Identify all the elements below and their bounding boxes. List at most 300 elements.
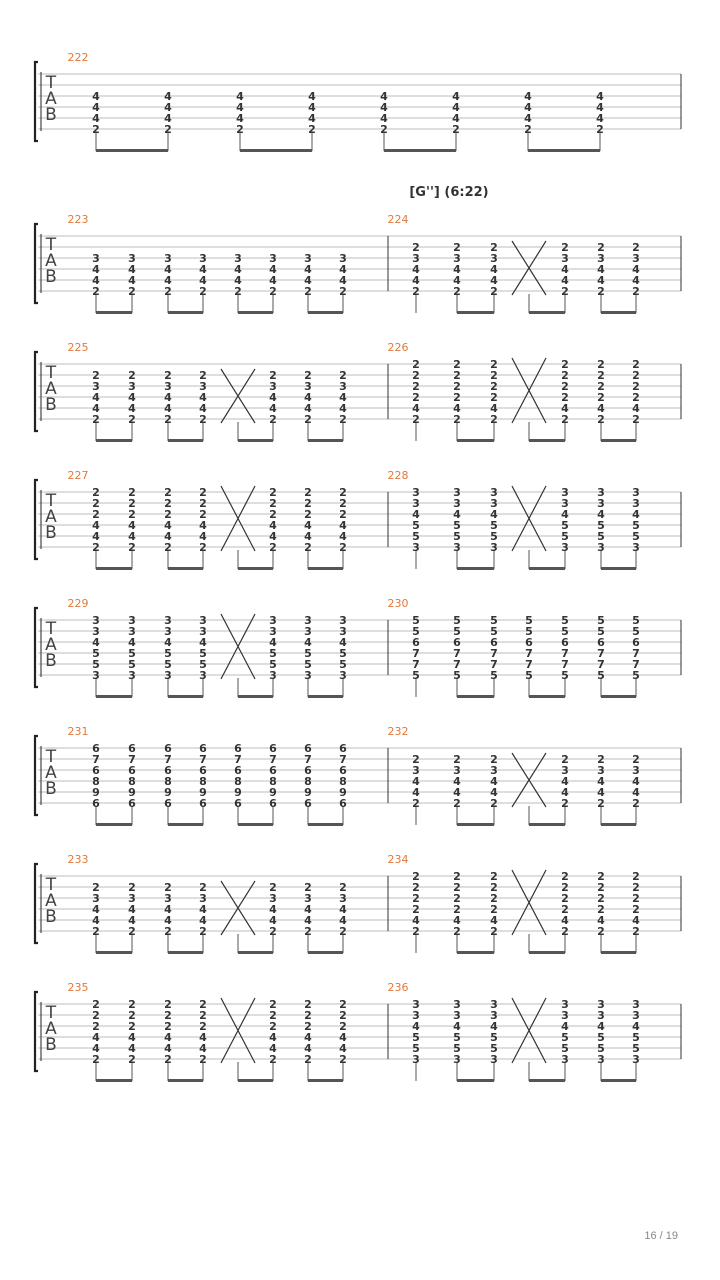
fret-number: 2: [164, 1009, 172, 1022]
fret-number: 4: [304, 519, 312, 532]
fret-number: 2: [304, 413, 312, 426]
fret-number: 3: [632, 1053, 640, 1066]
tab-clef-letter: B: [45, 651, 57, 671]
fret-number: 3: [304, 892, 312, 905]
fret-number: 2: [128, 1053, 136, 1066]
fret-number: 4: [524, 90, 532, 103]
fret-number: 3: [597, 1009, 605, 1022]
fret-number: 6: [304, 764, 312, 777]
fret-number: 2: [339, 486, 347, 499]
fret-number: 4: [412, 775, 420, 788]
fret-number: 4: [164, 914, 172, 927]
fret-number: 7: [490, 647, 498, 660]
fret-number: 2: [632, 903, 640, 916]
fret-number: 5: [199, 658, 207, 671]
fret-number: 4: [92, 391, 100, 404]
fret-number: 3: [164, 892, 172, 905]
beam: [601, 823, 636, 826]
fret-number: 2: [339, 497, 347, 510]
fret-number: 2: [164, 486, 172, 499]
fret-number: 2: [339, 541, 347, 554]
fret-number: 6: [128, 742, 136, 755]
fret-number: 5: [164, 658, 172, 671]
fret-number: 2: [304, 369, 312, 382]
fret-number: 5: [269, 658, 277, 671]
fret-number: 4: [453, 508, 461, 521]
fret-number: 5: [412, 1042, 420, 1055]
fret-number: 4: [199, 1031, 207, 1044]
fret-number: 4: [164, 90, 172, 103]
fret-number: 2: [632, 881, 640, 894]
fret-number: 2: [199, 925, 207, 938]
beam: [238, 1079, 273, 1082]
fret-number: 4: [597, 914, 605, 927]
fret-number: 4: [92, 101, 100, 114]
fret-number: 2: [269, 1020, 277, 1033]
fret-number: 4: [412, 263, 420, 276]
fret-number: 3: [92, 380, 100, 393]
fret-number: 2: [304, 998, 312, 1011]
fret-number: 2: [490, 753, 498, 766]
fret-number: 3: [561, 1009, 569, 1022]
fret-number: 6: [92, 797, 100, 810]
fret-number: 2: [269, 369, 277, 382]
fret-number: 5: [490, 625, 498, 638]
fret-number: 7: [632, 647, 640, 660]
fret-number: 2: [269, 285, 277, 298]
measure-number: 227: [67, 469, 89, 482]
fret-number: 8: [164, 775, 172, 788]
fret-number: 4: [453, 1020, 461, 1033]
measure-number: 228: [387, 469, 409, 482]
fret-number: 5: [632, 669, 640, 682]
fret-number: 7: [269, 753, 277, 766]
fret-number: 4: [128, 263, 136, 276]
fret-number: 8: [234, 775, 242, 788]
fret-number: 5: [304, 658, 312, 671]
fret-number: 2: [304, 285, 312, 298]
fret-number: 2: [236, 123, 244, 136]
fret-number: 2: [412, 753, 420, 766]
fret-number: 3: [490, 1009, 498, 1022]
fret-number: 5: [453, 530, 461, 543]
fret-number: 2: [412, 892, 420, 905]
fret-number: 4: [380, 101, 388, 114]
fret-number: 4: [453, 775, 461, 788]
fret-number: 5: [453, 1031, 461, 1044]
fret-number: 2: [92, 123, 100, 136]
fret-number: 2: [164, 881, 172, 894]
fret-number: 2: [597, 391, 605, 404]
beam: [601, 567, 636, 570]
fret-number: 2: [128, 1009, 136, 1022]
measure-number: 236: [387, 981, 409, 994]
fret-number: 4: [339, 1031, 347, 1044]
fret-number: 4: [128, 519, 136, 532]
fret-number: 2: [490, 391, 498, 404]
fret-number: 4: [452, 101, 460, 114]
fret-number: 2: [128, 541, 136, 554]
fret-number: 4: [561, 775, 569, 788]
fret-number: 6: [128, 797, 136, 810]
fret-number: 2: [453, 881, 461, 894]
fret-number: 3: [269, 625, 277, 638]
fret-number: 3: [128, 892, 136, 905]
fret-number: 5: [199, 647, 207, 660]
fret-number: 6: [339, 797, 347, 810]
fret-number: 4: [199, 1042, 207, 1055]
fret-number: 7: [234, 753, 242, 766]
fret-number: 2: [412, 870, 420, 883]
fret-number: 4: [269, 1031, 277, 1044]
fret-number: 3: [128, 614, 136, 627]
fret-number: 3: [632, 252, 640, 265]
beam: [601, 439, 636, 442]
fret-number: 4: [632, 402, 640, 415]
fret-number: 4: [490, 1020, 498, 1033]
fret-number: 2: [199, 486, 207, 499]
fret-number: 2: [199, 508, 207, 521]
tab-clef-letter: B: [45, 523, 57, 543]
beam: [96, 695, 132, 698]
fret-number: 3: [412, 497, 420, 510]
fret-number: 5: [304, 647, 312, 660]
fret-number: 3: [304, 625, 312, 638]
tab-clef-letter: A: [45, 891, 57, 911]
fret-number: 2: [128, 998, 136, 1011]
fret-number: 4: [561, 1020, 569, 1033]
tab-clef-letter: T: [45, 1003, 57, 1023]
fret-number: 8: [92, 775, 100, 788]
fret-number: 2: [199, 285, 207, 298]
fret-number: 2: [412, 881, 420, 894]
beam: [457, 823, 494, 826]
fret-number: 7: [525, 658, 533, 671]
fret-number: 9: [199, 786, 207, 799]
fret-number: 5: [453, 519, 461, 532]
measure-number: 233: [67, 853, 89, 866]
fret-number: 2: [490, 870, 498, 883]
fret-number: 3: [339, 625, 347, 638]
fret-number: 2: [632, 925, 640, 938]
fret-number: 4: [304, 1042, 312, 1055]
fret-number: 2: [561, 285, 569, 298]
fret-number: 2: [412, 413, 420, 426]
fret-number: 2: [92, 285, 100, 298]
fret-number: 2: [453, 797, 461, 810]
fret-number: 2: [561, 870, 569, 883]
fret-number: 2: [339, 998, 347, 1011]
beam: [457, 311, 494, 314]
beam: [96, 149, 168, 152]
beam: [168, 695, 203, 698]
tab-clef-letter: B: [45, 105, 57, 125]
fret-number: 2: [412, 380, 420, 393]
fret-number: 4: [561, 786, 569, 799]
fret-number: 4: [412, 508, 420, 521]
fret-number: 4: [199, 402, 207, 415]
fret-number: 5: [597, 519, 605, 532]
system-bracket: [35, 480, 38, 559]
fret-number: 6: [339, 742, 347, 755]
measure-number: 223: [67, 213, 89, 226]
fret-number: 3: [453, 764, 461, 777]
fret-number: 4: [597, 508, 605, 521]
fret-number: 2: [453, 903, 461, 916]
fret-number: 5: [412, 519, 420, 532]
beam: [96, 951, 132, 954]
fret-number: 3: [632, 541, 640, 554]
fret-number: 3: [339, 669, 347, 682]
fret-number: 4: [92, 519, 100, 532]
fret-number: 2: [269, 925, 277, 938]
fret-number: 4: [269, 1042, 277, 1055]
fret-number: 2: [453, 358, 461, 371]
fret-number: 4: [92, 90, 100, 103]
fret-number: 2: [490, 797, 498, 810]
fret-number: 4: [380, 90, 388, 103]
fret-number: 9: [304, 786, 312, 799]
fret-number: 4: [128, 903, 136, 916]
beam: [529, 695, 565, 698]
fret-number: 2: [339, 1053, 347, 1066]
measure-number: 232: [387, 725, 409, 738]
fret-number: 2: [490, 925, 498, 938]
fret-number: 7: [412, 647, 420, 660]
fret-number: 5: [412, 669, 420, 682]
fret-number: 8: [269, 775, 277, 788]
fret-number: 2: [128, 881, 136, 894]
fret-number: 3: [597, 486, 605, 499]
fret-number: 2: [92, 369, 100, 382]
fret-number: 3: [412, 252, 420, 265]
fret-number: 2: [453, 892, 461, 905]
fret-number: 5: [269, 647, 277, 660]
fret-number: 3: [597, 764, 605, 777]
fret-number: 2: [632, 241, 640, 254]
fret-number: 2: [453, 369, 461, 382]
beam: [308, 439, 343, 442]
fret-number: 7: [164, 753, 172, 766]
fret-number: 3: [453, 486, 461, 499]
fret-number: 2: [92, 1009, 100, 1022]
fret-number: 6: [339, 764, 347, 777]
fret-number: 4: [561, 914, 569, 927]
fret-number: 2: [199, 1053, 207, 1066]
fret-number: 5: [632, 625, 640, 638]
beam: [238, 695, 273, 698]
strum-x-symbol: [512, 870, 546, 935]
fret-number: 4: [92, 274, 100, 287]
fret-number: 7: [597, 658, 605, 671]
fret-number: 4: [164, 274, 172, 287]
fret-number: 4: [128, 636, 136, 649]
fret-number: 6: [304, 797, 312, 810]
beam: [601, 1079, 636, 1082]
fret-number: 2: [164, 1020, 172, 1033]
fret-number: 3: [199, 892, 207, 905]
fret-number: 3: [490, 252, 498, 265]
fret-number: 3: [269, 669, 277, 682]
measure-number: 230: [387, 597, 409, 610]
fret-number: 2: [453, 753, 461, 766]
tab-clef-letter: T: [45, 491, 57, 511]
fret-number: 4: [561, 508, 569, 521]
fret-number: 5: [561, 625, 569, 638]
fret-number: 4: [164, 101, 172, 114]
fret-number: 4: [632, 274, 640, 287]
fret-number: 5: [412, 614, 420, 627]
fret-number: 2: [92, 508, 100, 521]
fret-number: 4: [164, 112, 172, 125]
strum-x-symbol: [221, 614, 255, 679]
fret-number: 6: [453, 636, 461, 649]
fret-number: 4: [524, 101, 532, 114]
fret-number: 3: [632, 998, 640, 1011]
fret-number: 3: [339, 252, 347, 265]
fret-number: 8: [128, 775, 136, 788]
fret-number: 3: [269, 892, 277, 905]
fret-number: 2: [490, 358, 498, 371]
fret-number: 4: [304, 274, 312, 287]
fret-number: 4: [92, 530, 100, 543]
fret-number: 5: [339, 647, 347, 660]
fret-number: 6: [234, 797, 242, 810]
beam: [308, 823, 343, 826]
beam: [529, 951, 565, 954]
beam: [96, 439, 132, 442]
fret-number: 3: [490, 541, 498, 554]
staff-system: [35, 62, 681, 152]
fret-number: 2: [561, 881, 569, 894]
fret-number: 4: [304, 636, 312, 649]
fret-number: 2: [269, 1053, 277, 1066]
fret-number: 3: [304, 614, 312, 627]
beam: [601, 951, 636, 954]
fret-number: 4: [490, 274, 498, 287]
fret-number: 2: [269, 508, 277, 521]
fret-number: 3: [164, 252, 172, 265]
fret-number: 4: [164, 519, 172, 532]
fret-number: 2: [269, 413, 277, 426]
fret-number: 4: [339, 274, 347, 287]
fret-number: 7: [561, 658, 569, 671]
fret-number: 3: [632, 764, 640, 777]
system-bracket: [35, 864, 38, 943]
tab-clef-letter: A: [45, 635, 57, 655]
fret-number: 2: [632, 753, 640, 766]
fret-number: 4: [308, 112, 316, 125]
fret-number: 2: [597, 797, 605, 810]
beam: [457, 1079, 494, 1082]
fret-number: 9: [92, 786, 100, 799]
fret-number: 7: [453, 647, 461, 660]
fret-number: 4: [453, 263, 461, 276]
fret-number: 2: [199, 881, 207, 894]
fret-number: 7: [525, 647, 533, 660]
fret-number: 5: [490, 669, 498, 682]
fret-number: 3: [561, 252, 569, 265]
fret-number: 5: [561, 669, 569, 682]
fret-number: 3: [164, 614, 172, 627]
tab-clef-letter: A: [45, 763, 57, 783]
fret-number: 2: [128, 486, 136, 499]
fret-number: 2: [452, 123, 460, 136]
beam: [529, 439, 565, 442]
fret-number: 3: [490, 1053, 498, 1066]
fret-number: 5: [597, 625, 605, 638]
fret-number: 4: [304, 391, 312, 404]
fret-number: 5: [453, 1042, 461, 1055]
fret-number: 3: [490, 764, 498, 777]
fret-number: 5: [453, 614, 461, 627]
fret-number: 5: [597, 1042, 605, 1055]
fret-number: 4: [164, 1031, 172, 1044]
fret-number: 7: [339, 753, 347, 766]
fret-number: 3: [412, 998, 420, 1011]
tab-clef-letter: B: [45, 1035, 57, 1055]
fret-number: 4: [339, 519, 347, 532]
fret-number: 4: [632, 1020, 640, 1033]
fret-number: 3: [412, 1053, 420, 1066]
beam: [457, 567, 494, 570]
fret-number: 4: [164, 391, 172, 404]
fret-number: 4: [128, 530, 136, 543]
fret-number: 4: [269, 914, 277, 927]
fret-number: 2: [304, 1009, 312, 1022]
measure-number: 222: [67, 51, 89, 64]
fret-number: 3: [339, 614, 347, 627]
fret-number: 4: [92, 112, 100, 125]
fret-number: 4: [339, 530, 347, 543]
fret-number: 2: [339, 369, 347, 382]
fret-number: 6: [92, 764, 100, 777]
fret-number: 2: [304, 541, 312, 554]
tab-clef-letter: A: [45, 507, 57, 527]
fret-number: 4: [92, 402, 100, 415]
beam: [457, 695, 494, 698]
tab-clef-letter: B: [45, 907, 57, 927]
strum-x-symbol: [221, 369, 255, 423]
beam: [601, 695, 636, 698]
system-bracket: [35, 62, 38, 141]
fret-number: 2: [597, 285, 605, 298]
fret-number: 6: [269, 797, 277, 810]
fret-number: 7: [597, 647, 605, 660]
fret-number: 2: [128, 497, 136, 510]
fret-number: 4: [236, 101, 244, 114]
fret-number: 2: [561, 358, 569, 371]
beam: [457, 439, 494, 442]
fret-number: 3: [128, 625, 136, 638]
fret-number: 6: [525, 636, 533, 649]
fret-number: 3: [561, 764, 569, 777]
fret-number: 5: [453, 625, 461, 638]
fret-number: 2: [304, 1020, 312, 1033]
tab-clef-letter: T: [45, 235, 57, 255]
fret-number: 6: [561, 636, 569, 649]
fret-number: 2: [92, 1020, 100, 1033]
beam: [168, 1079, 203, 1082]
fret-number: 4: [164, 636, 172, 649]
tab-clef-letter: T: [45, 363, 57, 383]
tab-clef-letter: A: [45, 379, 57, 399]
fret-number: 2: [339, 413, 347, 426]
fret-number: 4: [412, 786, 420, 799]
fret-number: 6: [164, 797, 172, 810]
fret-number: 2: [164, 541, 172, 554]
fret-number: 2: [561, 925, 569, 938]
